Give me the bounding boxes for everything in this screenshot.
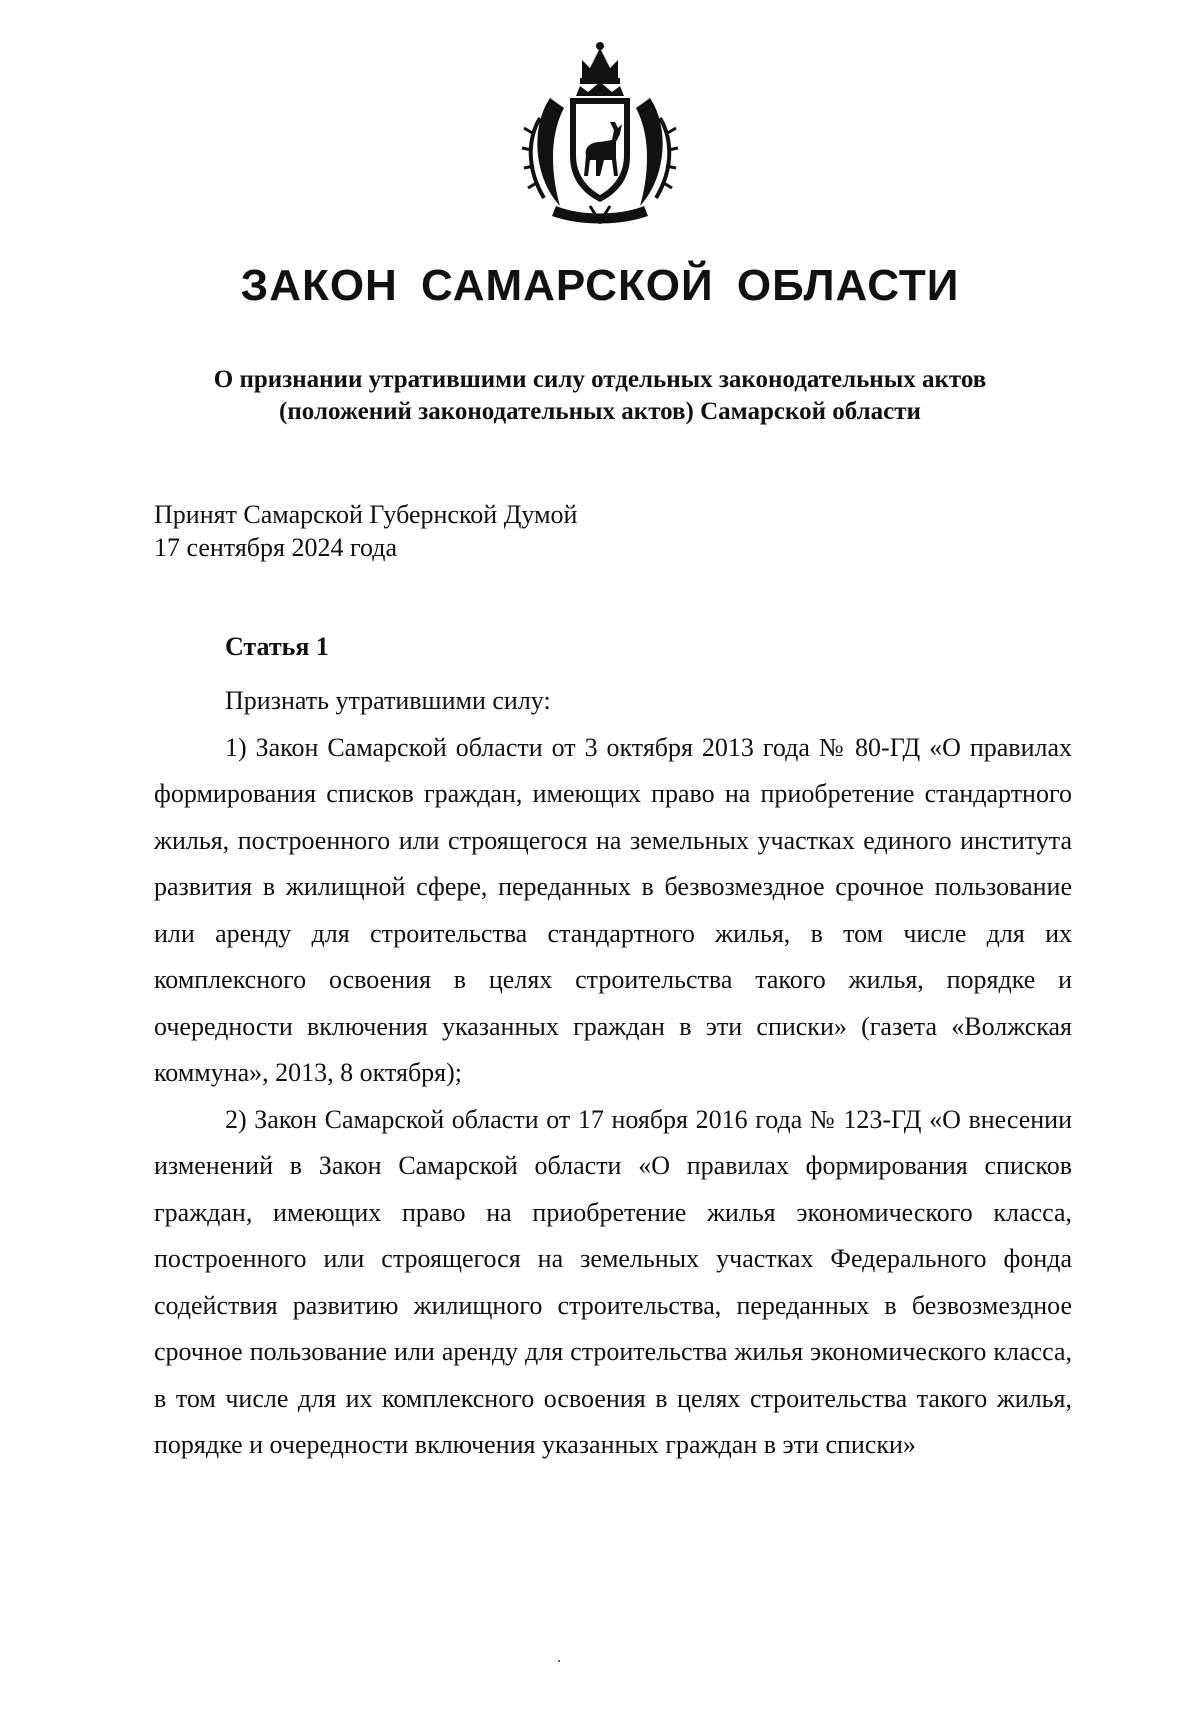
article-1-item-2: 2) Закон Самарской области от 17 ноября 2016 года № 123-ГД «О внесении изменений в Закон Самарской области «О правилах формирования списков граждан, имеющих право на приобретение жилья экономического класса, построенного или строящегося на земельных участках Федерального фонда содействия развитию жилищного строительства, переданных в безвозмездное срочное пользование или аренду для строительства жилья экономического класса, в том числе для их комплексного освоения в целях строительства такого жилья, порядке и очередности включения указанных граждан в эти списки» bbox=[154, 1104, 1072, 1459]
article-1-intro: Признать утратившими силу: bbox=[225, 686, 551, 715]
law-title: ЗАКОН САМАРСКОЙ ОБЛАСТИ bbox=[240, 261, 960, 310]
subtitle-line-2: (положений законодательных актов) Самарской области bbox=[279, 398, 921, 425]
subtitle-line-1: О признании утратившими силу отдельных законодательных актов bbox=[213, 366, 987, 393]
law-subtitle bbox=[150, 364, 1050, 428]
samara-oblast-coat-of-arms-icon bbox=[520, 38, 680, 224]
article-1-heading: Статья 1 bbox=[225, 632, 329, 661]
adoption-date: 17 сентября 2024 года bbox=[154, 533, 398, 562]
adoption-body: Принят Самарской Губернской Думой bbox=[154, 500, 578, 529]
article-1-body bbox=[154, 678, 1072, 1469]
article-1-item-1: 1) Закон Самарской области от 3 октября 2013 года № 80-ГД «О правилах формирования списков граждан, имеющих право на приобретение стандартного жилья, построенного или строящегося на земельных участках единого института развития в жилищной сфере, переданных в безвозмездное срочное пользование или аренду для строительства стандартного жилья, в том числе для их комплексного освоения в целях строительства такого жилья, порядке и очередности включения указанных граждан в эти списки» (газета «Волжская коммуна», 2013, 8 октября); bbox=[154, 732, 1072, 1087]
scan-speck bbox=[558, 1660, 560, 1662]
adoption-info bbox=[154, 498, 577, 564]
